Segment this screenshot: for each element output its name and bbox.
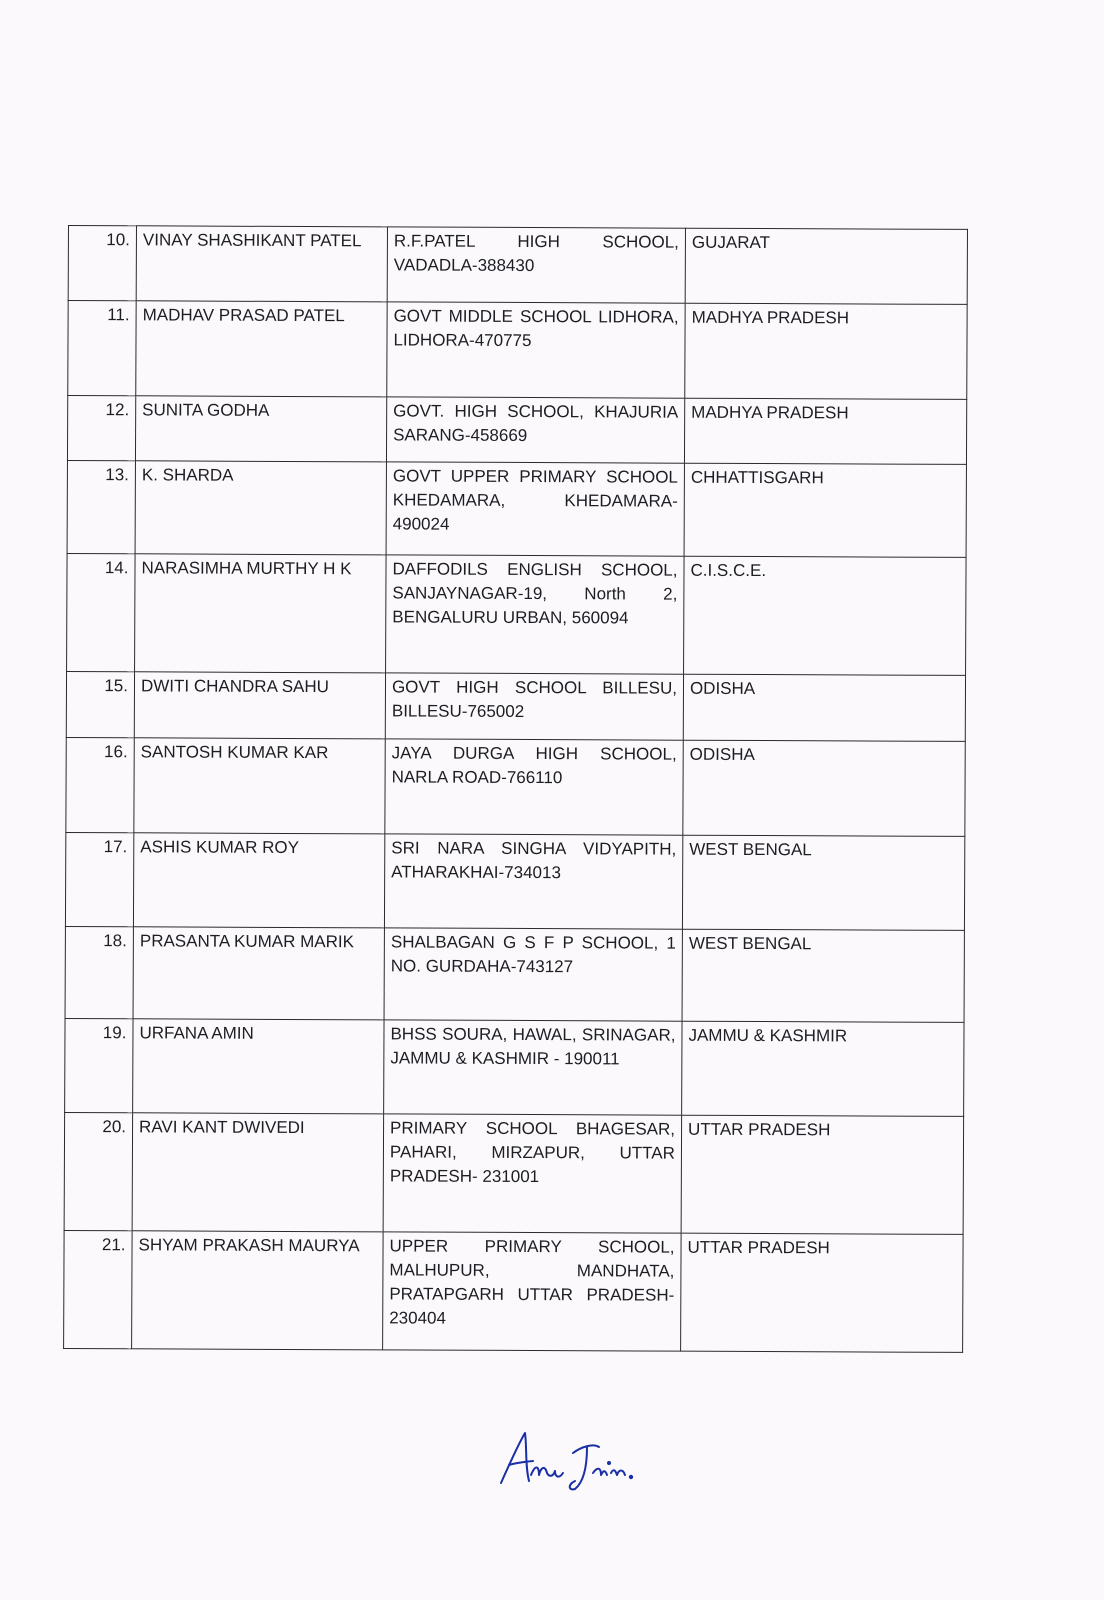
table-row [68,226,967,305]
teacher-name: RAVI KANT DWIVEDI [132,1113,384,1232]
school-address: GOVT MIDDLE SCHOOL LIDHORA, LIDHORA-470775 [387,302,685,398]
state: WEST BENGAL [682,835,964,930]
school-address: GOVT HIGH SCHOOL BILLESU, BILLESU-765002 [385,673,683,740]
serial-number: 20. [64,1112,133,1230]
serial-number: 13. [67,460,135,553]
teacher-name: PRASANTA KUMAR MARIK [133,927,384,1020]
serial-number: 16. [66,737,134,832]
teacher-name: DWITI CHANDRA SAHU [134,672,385,739]
table-row [65,1018,964,1116]
table-row [64,1230,964,1352]
teacher-name: SHYAM PRAKASH MAURYA [132,1231,384,1350]
teacher-name: VINAY SHASHIKANT PATEL [136,226,387,302]
state: JAMMU & KASHMIR [682,1021,964,1116]
serial-number: 18. [65,926,133,1018]
teacher-name: SANTOSH KUMAR KAR [134,738,385,834]
teacher-name: MADHAV PRASAD PATEL [136,301,387,397]
serial-number: 12. [67,396,135,461]
state: CHHATTISGARH [684,463,966,557]
serial-number: 14. [67,553,136,671]
state: GUJARAT [685,228,967,304]
school-address: R.F.PATEL HIGH SCHOOL, VADADLA-388430 [387,227,685,303]
table-row [66,737,965,836]
serial-number: 10. [68,226,136,301]
table-row [65,832,964,930]
table-row [67,553,967,675]
state: C.I.S.C.E. [684,556,967,675]
teacher-name: NARASIMHA MURTHY H K [135,554,387,673]
state: ODISHA [683,740,965,836]
state: WEST BENGAL [682,929,964,1022]
awardees-table [63,225,968,1353]
teacher-name: URFANA AMIN [133,1019,384,1114]
serial-number: 21. [64,1230,133,1348]
teacher-name: SUNITA GODHA [135,396,386,462]
school-address: SHALBAGAN G S F P SCHOOL, 1 NO. GURDAHA-743127 [384,928,682,1021]
state: UTTAR PRADESH [681,1233,964,1352]
signature-icon [495,1425,645,1495]
teacher-name: ASHIS KUMAR ROY [133,833,384,928]
serial-number: 19. [65,1018,133,1112]
state: UTTAR PRADESH [681,1115,964,1234]
school-address: BHSS SOURA, HAWAL, SRINAGAR, JAMMU & KASHMIR - 190011 [384,1020,682,1115]
school-address: JAYA DURGA HIGH SCHOOL, NARLA ROAD-766110 [385,739,683,835]
table-row [67,460,966,557]
state: MADHYA PRADESH [685,303,967,399]
table-row [65,926,964,1022]
table-row [66,671,965,741]
table-row [67,396,966,465]
school-address: GOVT. HIGH SCHOOL, KHAJURIA SARANG-458669 [386,397,684,463]
school-address: UPPER PRIMARY SCHOOL, MALHUPUR, MANDHATA, PRATAPGARH UTTAR PRADESH- 230404 [383,1232,682,1351]
table-row [64,1112,964,1234]
serial-number: 17. [65,832,133,926]
school-address: GOVT UPPER PRIMARY SCHOOL KHEDAMARA, KHEDAMARA-490024 [386,462,684,556]
serial-number: 15. [66,671,134,737]
school-address: DAFFODILS ENGLISH SCHOOL, SANJAYNAGAR-19, North 2, BENGALURU URBAN, 560094 [386,555,685,674]
school-address: PRIMARY SCHOOL BHAGESAR, PAHARI, MIRZAPUR, UTTAR PRADESH- 231001 [383,1114,682,1233]
state: MADHYA PRADESH [684,398,966,464]
table-row [68,301,967,400]
school-address: SRI NARA SINGHA VIDYAPITH, ATHARAKHAI-734013 [384,834,682,929]
state: ODISHA [683,674,965,741]
teacher-name: K. SHARDA [135,461,386,555]
serial-number: 11. [68,301,136,396]
